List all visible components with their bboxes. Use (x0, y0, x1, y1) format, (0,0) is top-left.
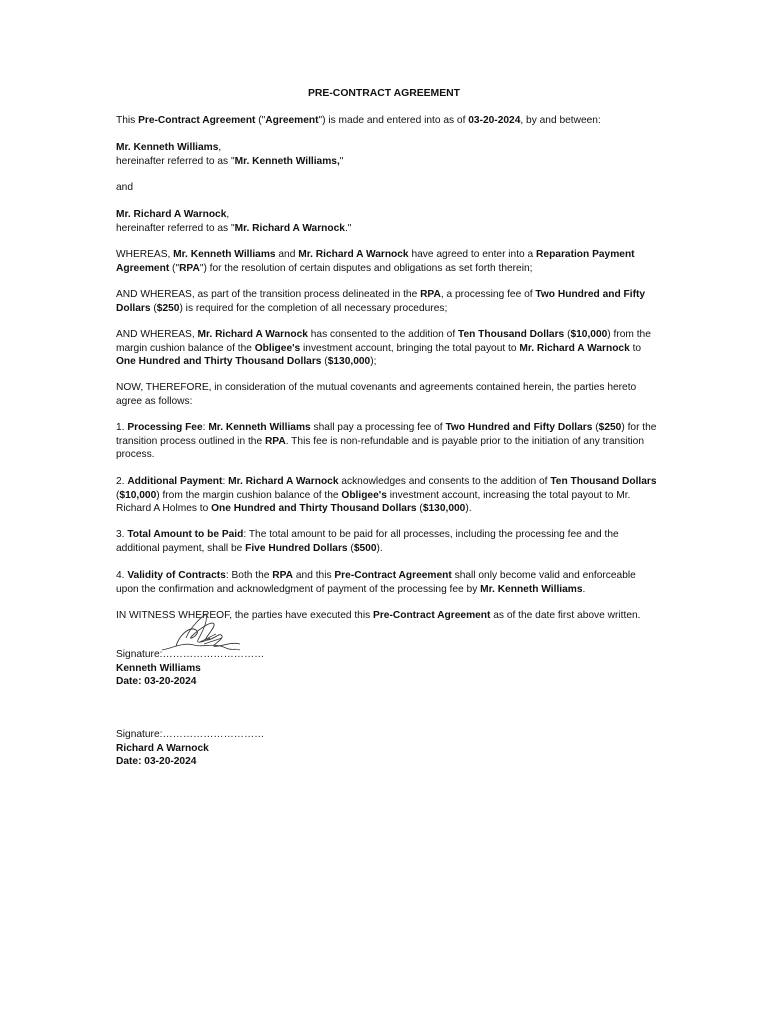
bold-run: Five Hundred Dollars (245, 542, 348, 554)
signature2-name-line (116, 742, 661, 756)
text-run: 2. (116, 476, 128, 487)
bold-run: $130,000 (327, 356, 371, 367)
party1-name-line (116, 141, 661, 155)
bold-run: Mr. Kenneth Williams (173, 249, 276, 260)
clause1-paragraph (116, 421, 661, 462)
bold-run: RPA (272, 570, 294, 581)
bold-run: Mr. Kenneth Williams (480, 583, 583, 595)
bold-run: Two Hundred and Fifty Dollars (116, 289, 646, 314)
signature1-name: Kenneth Williams (116, 662, 201, 674)
text-run: ) from the margin cushion balance of the (116, 329, 651, 354)
text-run: AND WHEREAS, (116, 329, 198, 340)
bold-run: RPA (264, 435, 286, 447)
bold-run: Obligee's (341, 489, 387, 501)
signature1-block (116, 648, 661, 689)
clause3-text (116, 528, 661, 555)
intro-text (116, 114, 661, 128)
party1-name-suffix: , (218, 142, 222, 153)
clause3-paragraph (116, 528, 661, 555)
text-run: (" (169, 262, 180, 274)
clause2-text (116, 475, 661, 516)
signature2-name: Richard A Warnock (116, 742, 209, 754)
party2-name: Mr. Richard A Warnock (116, 209, 227, 220)
party1-referred-prefix: hereinafter referred to as " (116, 155, 235, 167)
bold-run: $10,000 (570, 329, 608, 340)
party2-referred-suffix: ." (344, 222, 352, 234)
text-run: ). (376, 542, 383, 554)
text-run: ( (116, 489, 120, 501)
bold-run: $10,000 (119, 489, 157, 501)
and-text: and (116, 182, 133, 193)
text-run: , by and between: (520, 115, 601, 126)
text-run: and (275, 249, 299, 260)
bold-run: Total Amount to be Paid (127, 529, 244, 540)
signature2-line-row (116, 728, 661, 742)
text-run: has consented to the addition of (307, 329, 458, 340)
signature1-line-row (116, 648, 661, 662)
clause4-paragraph (116, 569, 661, 596)
bold-run: Two Hundred and Fifty Dollars (445, 422, 593, 433)
text-run: as of the date first above written. (490, 610, 641, 621)
intro-paragraph (116, 114, 661, 128)
party1-referred-line (116, 155, 661, 169)
whereas1-paragraph (116, 248, 661, 275)
text-run: IN WITNESS WHEREOF, the parties have executed this (116, 610, 374, 621)
text-run: 3. (116, 529, 128, 540)
party1-block (116, 141, 661, 168)
bold-run: $130,000 (422, 503, 466, 514)
whereas2-text (116, 288, 661, 315)
text-run: and this (293, 570, 335, 581)
whereas1-text (116, 248, 661, 275)
signature1-line: Signature:………………………… (116, 649, 265, 660)
bold-run: Pre-Contract Agreement (334, 570, 452, 581)
bold-run: 03-20-2024 (468, 115, 521, 126)
signature1-date-line (116, 675, 661, 689)
therefore-text (116, 381, 661, 408)
text-run: investment account, bringing the total payout to (300, 342, 520, 354)
text-run: shall pay a processing fee of (310, 422, 446, 433)
bold-run: Pre-Contract Agreement (138, 115, 256, 126)
text-run: AND WHEREAS, as part of the transition process delineated in the (116, 289, 421, 300)
whereas2-paragraph (116, 288, 661, 315)
text-run: ( (592, 422, 599, 433)
text-run: (" (255, 115, 266, 126)
text-run: : (222, 476, 229, 487)
clause1-text (116, 421, 661, 462)
text-run: ( (321, 356, 328, 367)
text-run: , a processing fee of (440, 289, 536, 300)
bold-run: $250 (156, 302, 180, 314)
party1-name: Mr. Kenneth Williams (116, 142, 219, 153)
text-run: ") is made and entered into as of (318, 115, 469, 126)
bold-run: One Hundred and Thirty Thousand Dollars (211, 503, 417, 514)
bold-run: One Hundred and Thirty Thousand Dollars (116, 356, 322, 367)
clause4-text (116, 569, 661, 596)
bold-run: Mr. Richard A Warnock (228, 476, 339, 487)
text-run: ) from the margin cushion balance of the (156, 489, 342, 501)
text-run: : Both the (225, 570, 273, 581)
bold-run: Mr. Richard A Warnock (298, 249, 409, 260)
party2-referred-line (116, 222, 661, 236)
signature2-date: Date: 03-20-2024 (116, 756, 197, 767)
clause2-paragraph (116, 475, 661, 516)
text-run: ") for the resolution of certain disputes and obligations as set forth therein; (199, 262, 533, 274)
text-run: ( (150, 302, 157, 314)
text-run: : (202, 422, 209, 433)
text-run: ). (465, 503, 472, 514)
text-run: shall only become valid and enforceable upon the confirmation and acknowledgment of payment of the processing fee by (116, 570, 636, 595)
and-block (116, 181, 661, 195)
bold-run: Validity of Contracts (127, 570, 226, 581)
signature1-name-line (116, 662, 661, 676)
party1-referred-suffix: " (339, 155, 344, 167)
whereas3-text (116, 328, 661, 369)
bold-run: Mr. Kenneth Williams (208, 422, 311, 433)
whereas3-paragraph (116, 328, 661, 369)
signature2-block (116, 728, 661, 769)
text-run: . (582, 583, 586, 595)
text-run: ); (370, 356, 377, 367)
text-run: ( (564, 329, 571, 340)
text-run: 1. (116, 422, 128, 433)
party2-block (116, 208, 661, 235)
bold-run: Additional Payment (127, 476, 223, 487)
text-run: . This fee is non-refundable and is payable prior to the initiation of any transition process. (116, 435, 644, 460)
party2-name-line (116, 208, 661, 222)
party2-referred-name: Mr. Richard A Warnock (234, 222, 345, 234)
text-run: : The total amount to be paid for all processes, including the processing fee and the additional payment, shall be (116, 529, 619, 554)
text-run: have agreed to enter into a (408, 249, 537, 260)
bold-run: Ten Thousand Dollars (458, 329, 565, 340)
text-run: This (116, 115, 139, 126)
text-run: WHEREAS, (116, 249, 174, 260)
handwritten-signature (156, 612, 242, 658)
text-run: ) for the transition process outlined in the (116, 422, 657, 447)
signature1-date: Date: 03-20-2024 (116, 676, 197, 687)
text-run: NOW, THEREFORE, in consideration of the mutual covenants and agreements contained herein, the parties hereto agree as follows: (116, 382, 637, 407)
bold-run: Obligee's (254, 342, 301, 354)
signature2-line: Signature:………………………… (116, 729, 265, 740)
text-run: acknowledges and consents to the addition of (338, 476, 551, 487)
party1-referred-name: Mr. Kenneth Williams, (234, 155, 340, 167)
bold-run: Mr. Richard A Warnock (197, 329, 308, 340)
bold-run: $500 (353, 542, 377, 554)
therefore-paragraph (116, 381, 661, 408)
bold-run: Processing Fee (127, 422, 203, 433)
bold-run: RPA (179, 262, 200, 274)
bold-run: Mr. Richard A Warnock (519, 342, 630, 354)
bold-run: Pre-Contract Agreement (373, 610, 491, 621)
text-run: investment account, increasing the total payout to Mr. Richard A Holmes to (116, 489, 631, 514)
text-run: to (629, 342, 642, 354)
text-run: ( (416, 503, 423, 514)
text-run: ) is required for the completion of all necessary procedures; (179, 302, 448, 314)
bold-run: Ten Thousand Dollars (550, 476, 657, 487)
bold-run: Agreement (265, 115, 319, 126)
bold-run: Reparation Payment Agreement (116, 249, 635, 274)
signature2-date-line (116, 755, 661, 769)
document-title: PRE-CONTRACT AGREEMENT (307, 88, 460, 99)
bold-run: $250 (598, 422, 622, 433)
party2-name-suffix: , (226, 209, 230, 220)
text-run: ( (347, 542, 354, 554)
text-run: 4. (116, 570, 128, 581)
bold-run: RPA (420, 289, 441, 300)
party2-referred-prefix: hereinafter referred to as " (116, 222, 235, 234)
